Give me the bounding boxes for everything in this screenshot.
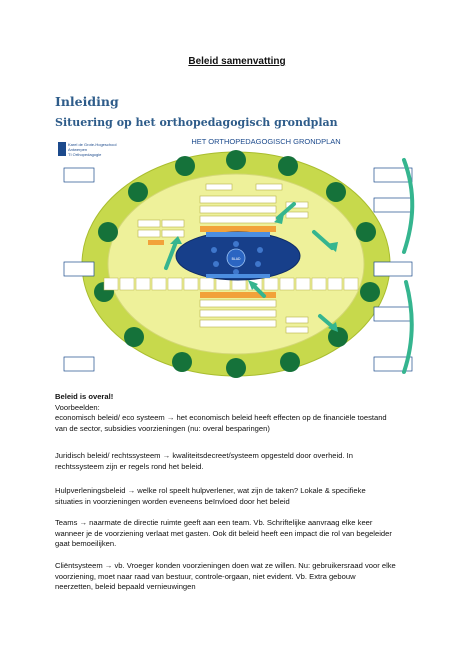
paragraph-5 — [55, 561, 420, 593]
paragraph-1-line: van de sector, subsidies voorzieningen (nu: overal besparingen) — [55, 423, 270, 433]
paragraph-2-line: rechtssysteem zijn er regels rond het beleid. — [55, 461, 204, 471]
side-box — [64, 357, 94, 371]
ring-node — [328, 327, 348, 347]
inner-box — [286, 212, 308, 218]
paragraph-2-line: Juridisch beleid/ rechtssysteem → kwaliteitsdecreet/systeem opgesteld door overheid. In — [55, 451, 353, 460]
center-label: BLAD — [231, 257, 241, 261]
document-title: Beleid samenvatting — [188, 56, 286, 67]
paragraph-5-line: voorziening, moet naar raad van bestuur, controle-orgaan, niet evident. Vb. Extra gebouw — [55, 571, 356, 581]
side-box — [374, 198, 412, 212]
heading-inleiding: Inleiding — [55, 94, 119, 109]
logo-line3: TI Orthopedagogie — [68, 152, 102, 157]
inner-box — [200, 310, 276, 317]
paragraph-5-line: neerzetten, beleid bepaald vernieuwingen — [55, 582, 196, 592]
inner-box — [200, 300, 276, 307]
paragraph-2 — [55, 451, 420, 472]
ring-node — [226, 150, 246, 170]
center-banner — [206, 232, 270, 237]
grondplan-figure — [56, 132, 418, 386]
side-box — [374, 262, 412, 276]
ring-node — [175, 156, 195, 176]
ring-node — [172, 352, 192, 372]
paragraph-4-line: Teams → naarmate de directie ruimte geeft aan een team. Vb. Schriftelijke aanvraag elke keer — [55, 518, 373, 527]
ring-node — [356, 222, 376, 242]
figure-title: HET ORTHOPEDAGOGISCH GRONDPLAN — [191, 137, 341, 146]
inner-box — [286, 317, 308, 323]
paragraph-3-line: Hulpverleningsbeleid → welke rol speelt hulpverlener, wat zijn de taken? Lokale & specifieke — [55, 486, 366, 495]
inner-box — [200, 320, 276, 327]
ring-node — [98, 222, 118, 242]
paragraph-3-line: situaties in voorzieningen worden eveneens beïnvloed door het beleid — [55, 496, 290, 506]
ring-node — [226, 358, 246, 378]
paragraph-1-line: economisch beleid/ eco systeem → het economisch beleid heeft effecten op de financiële toestand — [55, 413, 387, 423]
paragraph-1-title: Beleid is overal! — [55, 392, 114, 401]
inner-box — [200, 196, 276, 203]
inner-box — [162, 220, 184, 227]
paragraph-4 — [55, 518, 420, 550]
ring-node — [280, 352, 300, 372]
inner-box — [138, 220, 160, 227]
side-box — [64, 168, 94, 182]
paragraph-5-line: Cliëntsysteem → vb. Vroeger konden voorzieningen doen wat ze willen. Nu: gebruikersraad voor elke — [55, 561, 396, 570]
ring-node — [124, 327, 144, 347]
logo-line2: Antwerpen — [68, 147, 88, 152]
center-banner-bottom — [206, 274, 270, 278]
inner-box — [200, 216, 276, 223]
inner-box — [162, 230, 184, 237]
paragraph-3 — [55, 486, 420, 507]
inner-box — [256, 184, 282, 190]
inner-box — [138, 230, 160, 237]
logo-line1: Karel de Grote-Hogeschool — [68, 142, 117, 147]
orange-bar — [200, 226, 276, 232]
paragraph-1 — [55, 392, 420, 434]
ring-node — [278, 156, 298, 176]
inner-box — [200, 206, 276, 213]
paragraph-4-line: wanneer je de voorziening verlaat met gasten. Ook dit beleid heeft een impact die rol van begeleider — [55, 528, 392, 538]
heading-situering: Situering op het orthopedagogisch grondplan — [55, 116, 338, 129]
ring-node — [326, 182, 346, 202]
side-box — [64, 262, 94, 276]
ring-node — [128, 182, 148, 202]
inner-box — [286, 327, 308, 333]
paragraph-4-line: gaat bemoeilijken. — [55, 539, 117, 549]
inner-box — [206, 184, 232, 190]
ring-node — [360, 282, 380, 302]
side-box — [374, 307, 412, 321]
paragraph-1-line: Voorbeelden: — [55, 402, 100, 412]
orange-tag — [148, 240, 164, 245]
